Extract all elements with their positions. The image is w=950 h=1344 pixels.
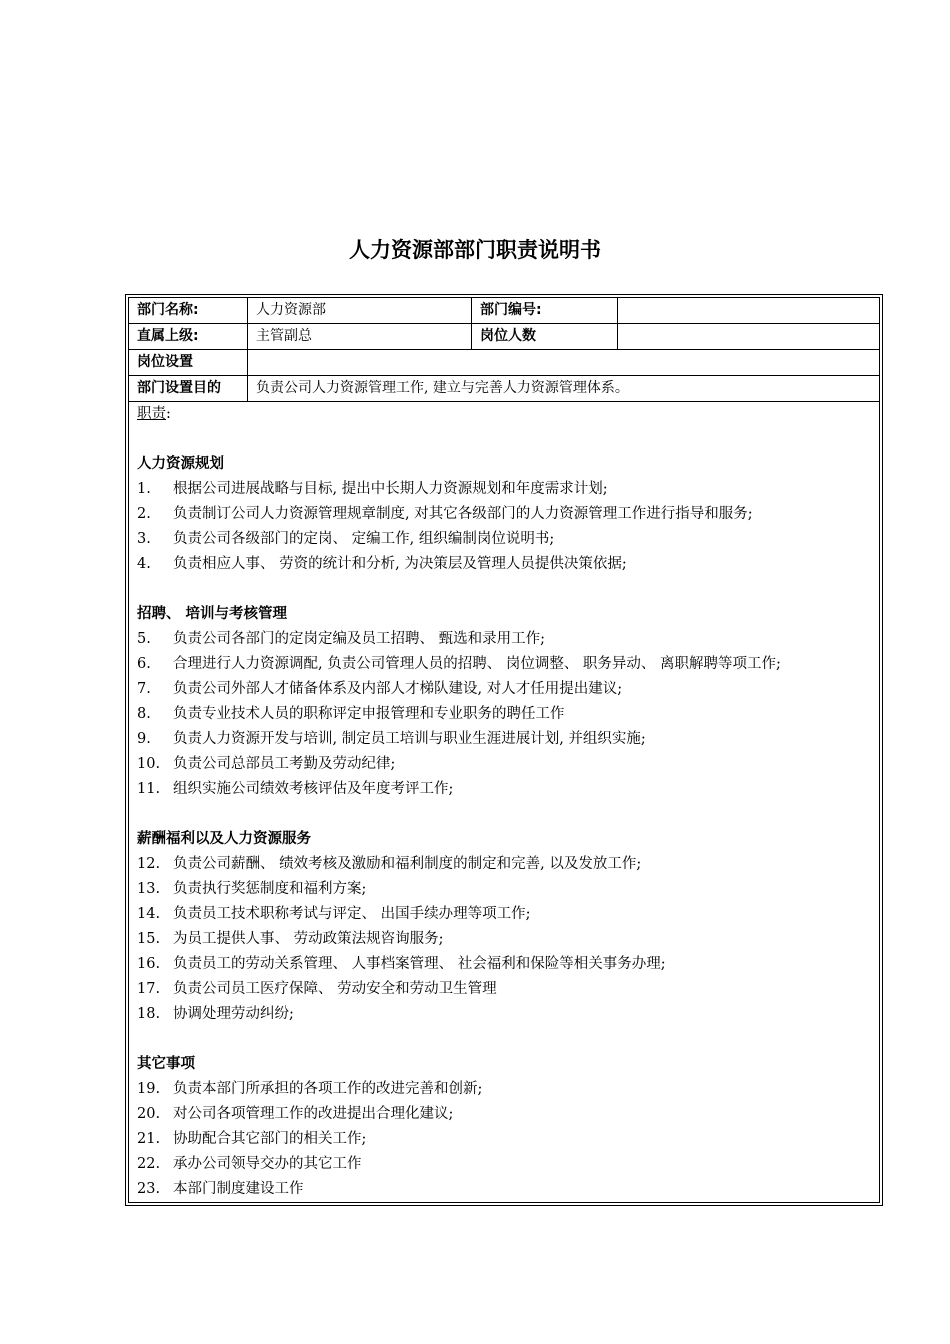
duty-item-text: 负责公司各部门的定岗定编及员工招聘、 甄选和录用工作; — [173, 631, 545, 647]
duty-item-number: 11. — [137, 781, 161, 797]
duty-item — [137, 477, 871, 502]
duty-item-number: 5. — [137, 631, 151, 647]
duty-item — [137, 977, 871, 1002]
positions-value — [248, 350, 879, 375]
duty-item-text: 负责公司总部员工考勤及劳动纪律; — [173, 756, 396, 772]
duty-item-text: 协助配合其它部门的相关工作; — [173, 1131, 367, 1147]
duty-item — [137, 652, 871, 677]
duty-item — [137, 777, 871, 802]
duty-item-text: 负责公司外部人才储备体系及内部人才梯队建设, 对人才任用提出建议; — [173, 681, 623, 697]
section-title: 薪酬福利以及人力资源服务 — [137, 831, 311, 847]
duty-item — [137, 627, 871, 652]
duty-table — [125, 294, 883, 1206]
duty-item-text: 负责人力资源开发与培训, 制定员工培训与职业生涯进展计划, 并组织实施; — [173, 731, 646, 747]
duties-heading — [137, 402, 871, 427]
duty-item-number: 20. — [137, 1106, 161, 1122]
duty-item-number: 19. — [137, 1081, 161, 1097]
duty-item-number: 10. — [137, 756, 161, 772]
section-title: 人力资源规划 — [137, 456, 224, 472]
duty-item — [137, 1177, 871, 1202]
section-spacer — [137, 577, 871, 602]
purpose-label: 部门设置目的 — [129, 376, 248, 401]
duty-item-number: 1. — [137, 481, 151, 497]
headcount-label: 岗位人数 — [472, 324, 618, 349]
duty-item — [137, 852, 871, 877]
duty-item — [137, 727, 871, 752]
duty-item-number: 9. — [137, 731, 151, 747]
superior-label: 直属上级: — [129, 324, 248, 349]
dept-name-value: 人力资源部 — [248, 298, 472, 323]
duty-item-number: 8. — [137, 706, 151, 722]
duties-label: 职责 — [137, 406, 166, 422]
duty-item-number: 7. — [137, 681, 151, 697]
duty-item-number: 15. — [137, 931, 161, 947]
dept-name-label: 部门名称: — [129, 298, 248, 323]
headcount-value — [618, 324, 879, 349]
duty-item — [137, 927, 871, 952]
duty-item-text: 负责员工技术职称考试与评定、 出国手续办理等项工作; — [173, 906, 531, 922]
duty-item — [137, 952, 871, 977]
duty-item-number: 22. — [137, 1156, 161, 1172]
section-spacer — [137, 427, 871, 452]
section-title: 其它事项 — [137, 1056, 195, 1072]
superior-value: 主管副总 — [248, 324, 472, 349]
duty-item — [137, 877, 871, 902]
duty-item — [137, 752, 871, 777]
duty-item-number: 21. — [137, 1131, 161, 1147]
row-dept-name — [129, 298, 879, 324]
duty-item-number: 13. — [137, 881, 161, 897]
page-title: 人力资源部部门职责说明书 — [349, 238, 601, 262]
duty-item-text: 负责本部门所承担的各项工作的改进完善和创新; — [173, 1081, 483, 1097]
duty-item-number: 3. — [137, 531, 151, 547]
row-positions — [129, 350, 879, 376]
duty-item-number: 4. — [137, 556, 151, 572]
duties-list — [137, 427, 871, 1202]
duty-item — [137, 702, 871, 727]
duty-item-text: 协调处理劳动纠纷; — [173, 1006, 294, 1022]
duty-item-number: 16. — [137, 956, 161, 972]
duty-item — [137, 1152, 871, 1177]
duty-item-text: 负责相应人事、 劳资的统计和分析, 为决策层及管理人员提供决策依据; — [173, 556, 627, 572]
duty-item-text: 本部门制度建设工作 — [173, 1181, 304, 1197]
duty-item — [137, 1127, 871, 1152]
duty-item-number: 17. — [137, 981, 161, 997]
duty-table-inner — [128, 297, 880, 1203]
duty-item-text: 负责公司各级部门的定岗、 定编工作, 组织编制岗位说明书; — [173, 531, 555, 547]
positions-label: 岗位设置 — [129, 350, 248, 375]
section-title: 招聘、 培训与考核管理 — [137, 606, 288, 622]
duty-item-text: 合理进行人力资源调配, 负责公司管理人员的招聘、 岗位调整、 职务异动、 离职解聘等项工作; — [173, 656, 781, 672]
duty-item-text: 负责专业技术人员的职称评定申报管理和专业职务的聘任工作 — [173, 706, 565, 722]
duty-item-number: 14. — [137, 906, 161, 922]
duty-item — [137, 1102, 871, 1127]
duty-item-number: 6. — [137, 656, 151, 672]
duty-item-number: 12. — [137, 856, 161, 872]
dept-code-value — [618, 298, 879, 323]
duty-item-number: 23. — [137, 1181, 161, 1197]
duty-item-text: 组织实施公司绩效考核评估及年度考评工作; — [173, 781, 454, 797]
purpose-value: 负责公司人力资源管理工作, 建立与完善人力资源管理体系。 — [256, 380, 629, 396]
duties-colon: : — [166, 406, 171, 422]
duty-item — [137, 1002, 871, 1027]
duties-section — [129, 402, 879, 1202]
duty-item-text: 负责公司员工医疗保障、 劳动安全和劳动卫生管理 — [173, 981, 497, 997]
duty-item-number: 18. — [137, 1006, 161, 1022]
dept-code-label: 部门编号: — [472, 298, 618, 323]
duty-item — [137, 902, 871, 927]
row-purpose — [129, 376, 879, 402]
duty-item-text: 负责公司薪酬、 绩效考核及激励和福利制度的制定和完善, 以及发放工作; — [173, 856, 642, 872]
duty-item-text: 为员工提供人事、 劳动政策法规咨询服务; — [173, 931, 444, 947]
duty-item-text: 根据公司进展战略与目标, 提出中长期人力资源规划和年度需求计划; — [173, 481, 608, 497]
section-spacer — [137, 1027, 871, 1052]
duty-item-text: 对公司各项管理工作的改进提出合理化建议; — [173, 1106, 454, 1122]
duty-item — [137, 677, 871, 702]
duty-item-text: 承办公司领导交办的其它工作 — [173, 1156, 362, 1172]
duty-item-number: 2. — [137, 506, 151, 522]
row-superior — [129, 324, 879, 350]
duty-item-text: 负责员工的劳动关系管理、 人事档案管理、 社会福利和保险等相关事务办理; — [173, 956, 666, 972]
duty-item — [137, 502, 871, 527]
duty-item — [137, 527, 871, 552]
duty-item-text: 负责制订公司人力资源管理规章制度, 对其它各级部门的人力资源管理工作进行指导和服务; — [173, 506, 753, 522]
duty-item — [137, 1077, 871, 1102]
section-spacer — [137, 802, 871, 827]
duty-item — [137, 552, 871, 577]
duty-item-text: 负责执行奖惩制度和福利方案; — [173, 881, 367, 897]
